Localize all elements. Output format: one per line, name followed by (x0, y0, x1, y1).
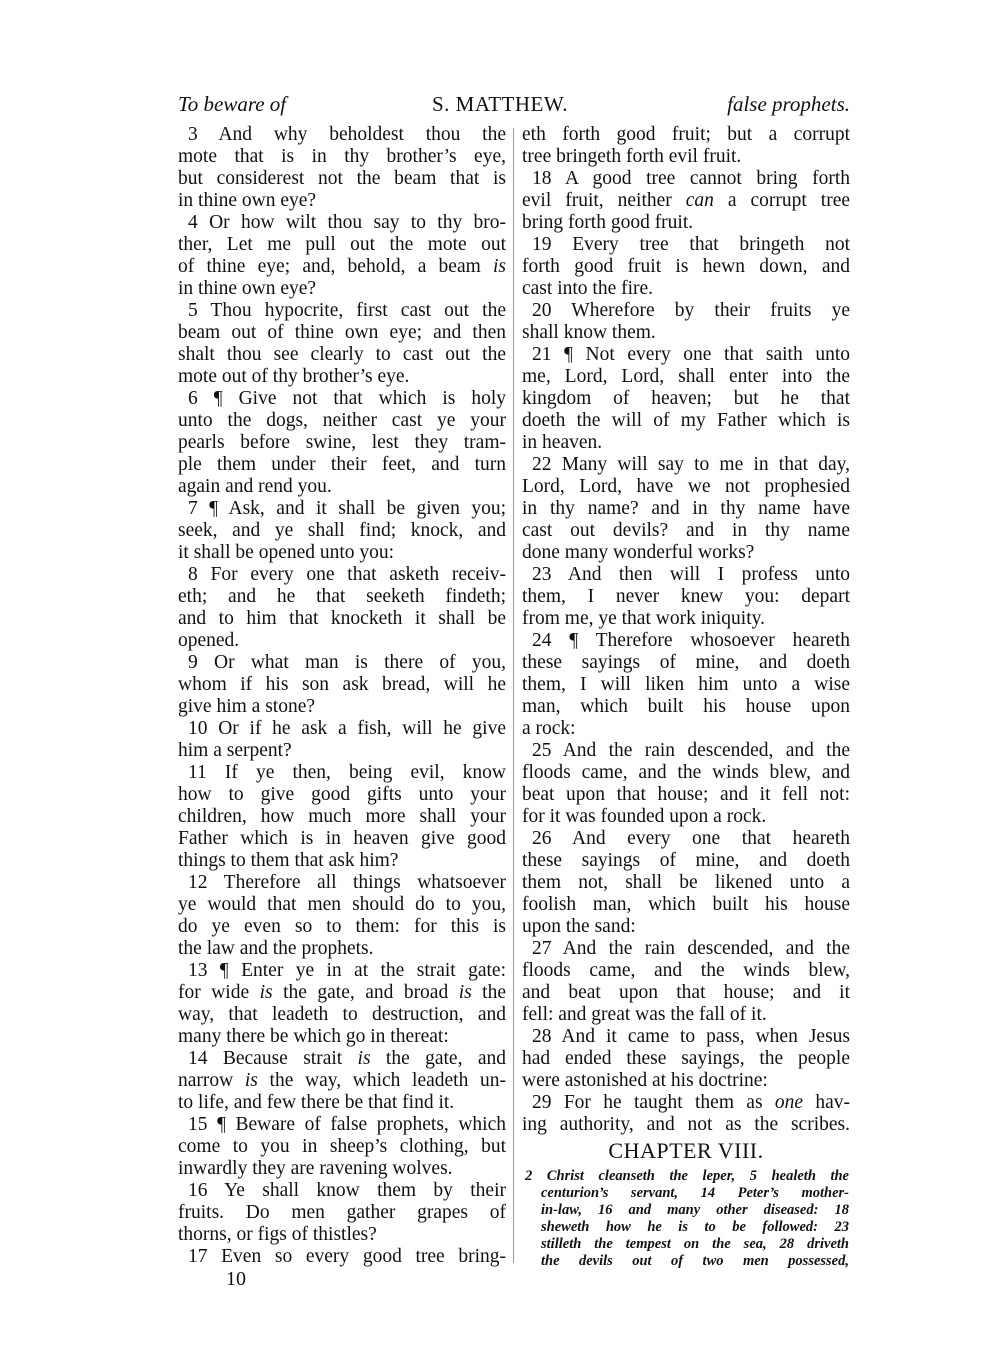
text-line (178, 674, 506, 696)
text-line (178, 1048, 506, 1070)
text-line (522, 564, 850, 586)
text-segment: seek, and ye shall find; knock, and (178, 520, 506, 541)
text-segment: the way, which leadeth un- (257, 1070, 506, 1091)
text-segment: mote out of thy brother’s eye. (178, 366, 410, 387)
italic-word: can (685, 190, 714, 211)
text-segment: 18 A good tree cannot bring forth (532, 168, 850, 189)
text-line (522, 608, 850, 630)
text-line (522, 762, 850, 784)
text-segment: 27 And the rain descended, and the (532, 938, 850, 959)
text-segment: cast into the fire. (522, 278, 654, 299)
text-segment: 26 And every one that heareth (532, 828, 850, 849)
text-line (522, 168, 850, 190)
text-segment: 15 ¶ Beware of false prophets, which (188, 1114, 506, 1135)
text-line (522, 1070, 850, 1092)
text-segment: eth; and he that seeketh findeth; (178, 586, 506, 607)
text-line (522, 1004, 850, 1026)
text-segment: in thine own eye? (178, 278, 317, 299)
text-line (522, 542, 850, 564)
text-line (178, 520, 506, 542)
text-line (522, 212, 850, 234)
summary-line: in-law, 16 and many other diseased: 18 (541, 1202, 849, 1218)
text-segment: 22 Many will say to me in that day, (532, 454, 850, 475)
text-segment: 10 Or if he ask a fish, will he give (188, 718, 506, 739)
text-segment: give him a stone? (178, 696, 316, 717)
text-segment: way, that leadeth to destruction, and (178, 1004, 506, 1025)
text-line (178, 564, 506, 586)
text-line (178, 586, 506, 608)
text-line (178, 960, 506, 982)
text-segment: a corrupt tree (713, 190, 851, 211)
text-segment: them, I will liken him unto a wise (522, 674, 850, 695)
text-segment: beam out of thine own eye; and then (178, 322, 506, 343)
text-segment: in heaven. (522, 432, 603, 453)
text-line (522, 410, 850, 432)
text-line (178, 872, 506, 894)
text-line (178, 278, 506, 300)
text-segment: hav- (803, 1092, 850, 1113)
text-segment: fruits. Do men gather grapes of (178, 1202, 506, 1223)
text-line (522, 1114, 850, 1136)
text-segment: him a serpent? (178, 740, 292, 761)
text-line (178, 1092, 506, 1114)
text-line (178, 1202, 506, 1224)
text-segment: narrow (178, 1070, 245, 1091)
text-segment: eth forth good fruit; but a corrupt (522, 124, 850, 145)
text-line (522, 454, 850, 476)
text-segment: done many wonderful works? (522, 542, 755, 563)
text-segment: 4 Or how wilt thou say to thy bro- (188, 212, 506, 233)
text-segment: the law and the prophets. (178, 938, 374, 959)
text-line (522, 146, 850, 168)
right-text-column (522, 124, 850, 1136)
text-line (178, 190, 506, 212)
text-line (178, 850, 506, 872)
text-line (522, 1092, 850, 1114)
text-segment: the gate, and broad (272, 982, 459, 1003)
text-line (178, 652, 506, 674)
text-segment: ing authority, and not as the scribes. (522, 1114, 850, 1135)
text-segment: 29 For he taught them as (532, 1092, 775, 1113)
column-divider (513, 128, 514, 1263)
text-line (178, 982, 506, 1004)
italic-word: is (492, 256, 506, 277)
text-line (178, 212, 506, 234)
text-segment: 7 ¶ Ask, and it shall be given you; (188, 498, 506, 519)
text-line (522, 828, 850, 850)
summary-line: stilleth the tempest on the sea, 28 driveth (541, 1236, 849, 1252)
text-line (178, 762, 506, 784)
text-line (178, 344, 506, 366)
text-segment: them, I never knew you: depart (522, 586, 850, 607)
text-segment: 3 And why beholdest thou the (188, 124, 506, 145)
text-segment: and to him that knocketh it shall be (178, 608, 506, 629)
text-segment: 17 Even so every good tree bring- (188, 1246, 506, 1267)
text-line (522, 806, 850, 828)
text-segment: 21 ¶ Not every one that saith unto (532, 344, 850, 365)
text-line (522, 916, 850, 938)
text-segment: 14 Because strait (188, 1048, 358, 1069)
summary-line: centurion’s servant, 14 Peter’s mother- (541, 1185, 849, 1201)
running-head-book-title: S. MATTHEW. (432, 92, 568, 116)
text-segment: evil fruit, neither (522, 190, 686, 211)
text-line (178, 718, 506, 740)
text-segment: a rock: (522, 718, 576, 739)
text-line (178, 388, 506, 410)
text-line (178, 1180, 506, 1202)
text-segment: opened. (178, 630, 240, 651)
text-line (522, 498, 850, 520)
text-segment: tree bringeth forth evil fruit. (522, 146, 742, 167)
text-line (522, 366, 850, 388)
text-line (522, 718, 850, 740)
left-text-column (178, 124, 506, 1268)
italic-word: is (458, 982, 472, 1003)
text-line (522, 652, 850, 674)
text-line (522, 938, 850, 960)
text-segment: ye would that men should do to you, (178, 894, 506, 915)
text-segment: 20 Wherefore by their fruits ye (532, 300, 850, 321)
text-segment: 24 ¶ Therefore whosoever heareth (532, 630, 850, 651)
text-segment: again and rend you. (178, 476, 332, 497)
text-line (522, 586, 850, 608)
text-line (178, 1004, 506, 1026)
chapter-summary (525, 1168, 849, 1270)
text-segment: the (471, 982, 506, 1003)
text-segment: of thine eye; and, behold, a beam (178, 256, 493, 277)
text-segment: in thy name? and in thy name have (522, 498, 850, 519)
text-segment: were astonished at his doctrine: (522, 1070, 768, 1091)
text-segment: forth good fruit is hewn down, and (522, 256, 850, 277)
page-number: 10 (226, 1268, 246, 1290)
text-segment: these sayings of mine, and doeth (522, 652, 850, 673)
text-segment: but considerest not the beam that is (178, 168, 506, 189)
text-line (178, 432, 506, 454)
text-segment: doeth the will of my Father which is (522, 410, 850, 431)
text-line (178, 938, 506, 960)
text-line (522, 1026, 850, 1048)
text-segment: fell: and great was the fall of it. (522, 1004, 767, 1025)
text-segment: in thine own eye? (178, 190, 317, 211)
text-line (178, 300, 506, 322)
text-segment: 5 Thou hypocrite, first cast out the (188, 300, 506, 321)
text-segment: thorns, or figs of thistles? (178, 1224, 377, 1245)
text-segment: shall know them. (522, 322, 656, 343)
text-line (522, 300, 850, 322)
text-segment: Father which is in heaven give good (178, 828, 506, 849)
text-segment: 16 Ye shall know them by their (188, 1180, 506, 1201)
text-segment: whom if his son ask bread, will he (178, 674, 506, 695)
text-line (522, 124, 850, 146)
text-segment: pearls before swine, lest they tram- (178, 432, 506, 453)
text-line (522, 256, 850, 278)
text-line (522, 388, 850, 410)
text-line (522, 784, 850, 806)
text-line (178, 784, 506, 806)
text-line (178, 1158, 506, 1180)
text-segment: come to you in sheep’s clothing, but (178, 1136, 506, 1157)
text-line (522, 960, 850, 982)
text-segment: the gate, and (370, 1048, 506, 1069)
text-line (178, 1224, 506, 1246)
text-segment: it shall be opened unto you: (178, 542, 395, 563)
text-segment: how to give good gifts unto your (178, 784, 506, 805)
text-segment: 8 For every one that asketh receiv- (188, 564, 506, 585)
text-line (178, 1136, 506, 1158)
text-line (522, 894, 850, 916)
text-line (178, 916, 506, 938)
text-segment: 25 And the rain descended, and the (532, 740, 850, 761)
text-segment: these sayings of mine, and doeth (522, 850, 850, 871)
text-line (522, 278, 850, 300)
text-segment: bring forth good fruit. (522, 212, 694, 233)
text-segment: beat upon that house; and it fell not: (522, 784, 850, 805)
text-segment: things to them that ask him? (178, 850, 399, 871)
italic-word: is (259, 982, 273, 1003)
text-line (178, 476, 506, 498)
text-segment: 28 And it came to pass, when Jesus (532, 1026, 850, 1047)
text-line (178, 124, 506, 146)
text-segment: upon the sand: (522, 916, 636, 937)
italic-word: one (774, 1092, 804, 1113)
text-line (522, 630, 850, 652)
running-head-right: false prophets. (727, 92, 850, 116)
italic-word: is (244, 1070, 258, 1091)
text-line (178, 322, 506, 344)
text-segment: floods came, and the winds blew, and (522, 762, 850, 783)
text-line (522, 740, 850, 762)
text-segment: Lord, Lord, have we not prophesied (522, 476, 850, 497)
text-segment: floods came, and the winds blew, (522, 960, 850, 981)
text-segment: me, Lord, Lord, shall enter into the (522, 366, 850, 387)
text-line (178, 542, 506, 564)
text-line (522, 872, 850, 894)
text-line (178, 806, 506, 828)
text-line (178, 828, 506, 850)
text-line (178, 696, 506, 718)
text-segment: 19 Every tree that bringeth not (532, 234, 850, 255)
text-segment: mote that is in thy brother’s eye, (178, 146, 506, 167)
text-line (178, 234, 506, 256)
text-segment: 6 ¶ Give not that which is holy (188, 388, 506, 409)
text-line (178, 498, 506, 520)
text-segment: for it was founded upon a rock. (522, 806, 767, 827)
text-line (522, 344, 850, 366)
text-segment: ple them under their feet, and turn (178, 454, 506, 475)
running-head-left: To beware of (178, 92, 287, 116)
text-segment: kingdom of heaven; but he that (522, 388, 850, 409)
text-line (522, 476, 850, 498)
chapter-heading: CHAPTER VIII. (608, 1138, 764, 1163)
text-segment: inwardly they are ravening wolves. (178, 1158, 453, 1179)
text-segment: to life, and few there be that find it. (178, 1092, 455, 1113)
summary-line: sheweth how he is to be followed: 23 (541, 1219, 849, 1235)
text-line (178, 146, 506, 168)
text-segment: 11 If ye then, being evil, know (188, 762, 506, 783)
text-segment: do ye even so to them: for this is (178, 916, 506, 937)
text-segment: had ended these sayings, the people (522, 1048, 850, 1069)
italic-word: is (357, 1048, 371, 1069)
text-line (522, 234, 850, 256)
text-segment: and beat upon that house; and it (522, 982, 850, 1003)
text-line (178, 740, 506, 762)
text-segment: 13 ¶ Enter ye in at the strait gate: (188, 960, 506, 981)
text-segment: cast out devils? and in thy name (522, 520, 850, 541)
text-line (178, 1070, 506, 1092)
text-line (178, 630, 506, 652)
text-segment: unto the dogs, neither cast ye your (178, 410, 506, 431)
text-line (522, 520, 850, 542)
text-segment: ther, Let me pull out the mote out (178, 234, 506, 255)
text-line (522, 322, 850, 344)
text-segment: 9 Or what man is there of you, (188, 652, 506, 673)
text-line (178, 894, 506, 916)
text-segment: man, which built his house upon (522, 696, 850, 717)
text-segment: children, how much more shall your (178, 806, 506, 827)
text-line (178, 1114, 506, 1136)
text-segment: shalt thou see clearly to cast out the (178, 344, 506, 365)
text-line (522, 190, 850, 212)
text-line (522, 850, 850, 872)
text-line (522, 1048, 850, 1070)
text-line (178, 168, 506, 190)
text-segment: for wide (178, 982, 260, 1003)
text-line (178, 1026, 506, 1048)
text-segment: from me, ye that work iniquity. (522, 608, 765, 629)
text-segment: 23 And then will I profess unto (532, 564, 850, 585)
text-line (178, 366, 506, 388)
text-segment: them not, shall be likened unto a (522, 872, 850, 893)
text-line (178, 454, 506, 476)
text-line (178, 256, 506, 278)
text-line (522, 982, 850, 1004)
summary-line: 2 Christ cleanseth the leper, 5 healeth the (525, 1168, 849, 1184)
text-segment: foolish man, which built his house (522, 894, 850, 915)
text-segment: many there be which go in thereat: (178, 1026, 449, 1047)
summary-line: the devils out of two men possessed, (541, 1253, 849, 1269)
text-segment: 12 Therefore all things whatsoever (188, 872, 506, 893)
text-line (178, 608, 506, 630)
text-line (522, 696, 850, 718)
text-line (522, 674, 850, 696)
text-line (178, 410, 506, 432)
text-line (522, 432, 850, 454)
text-line (178, 1246, 506, 1268)
